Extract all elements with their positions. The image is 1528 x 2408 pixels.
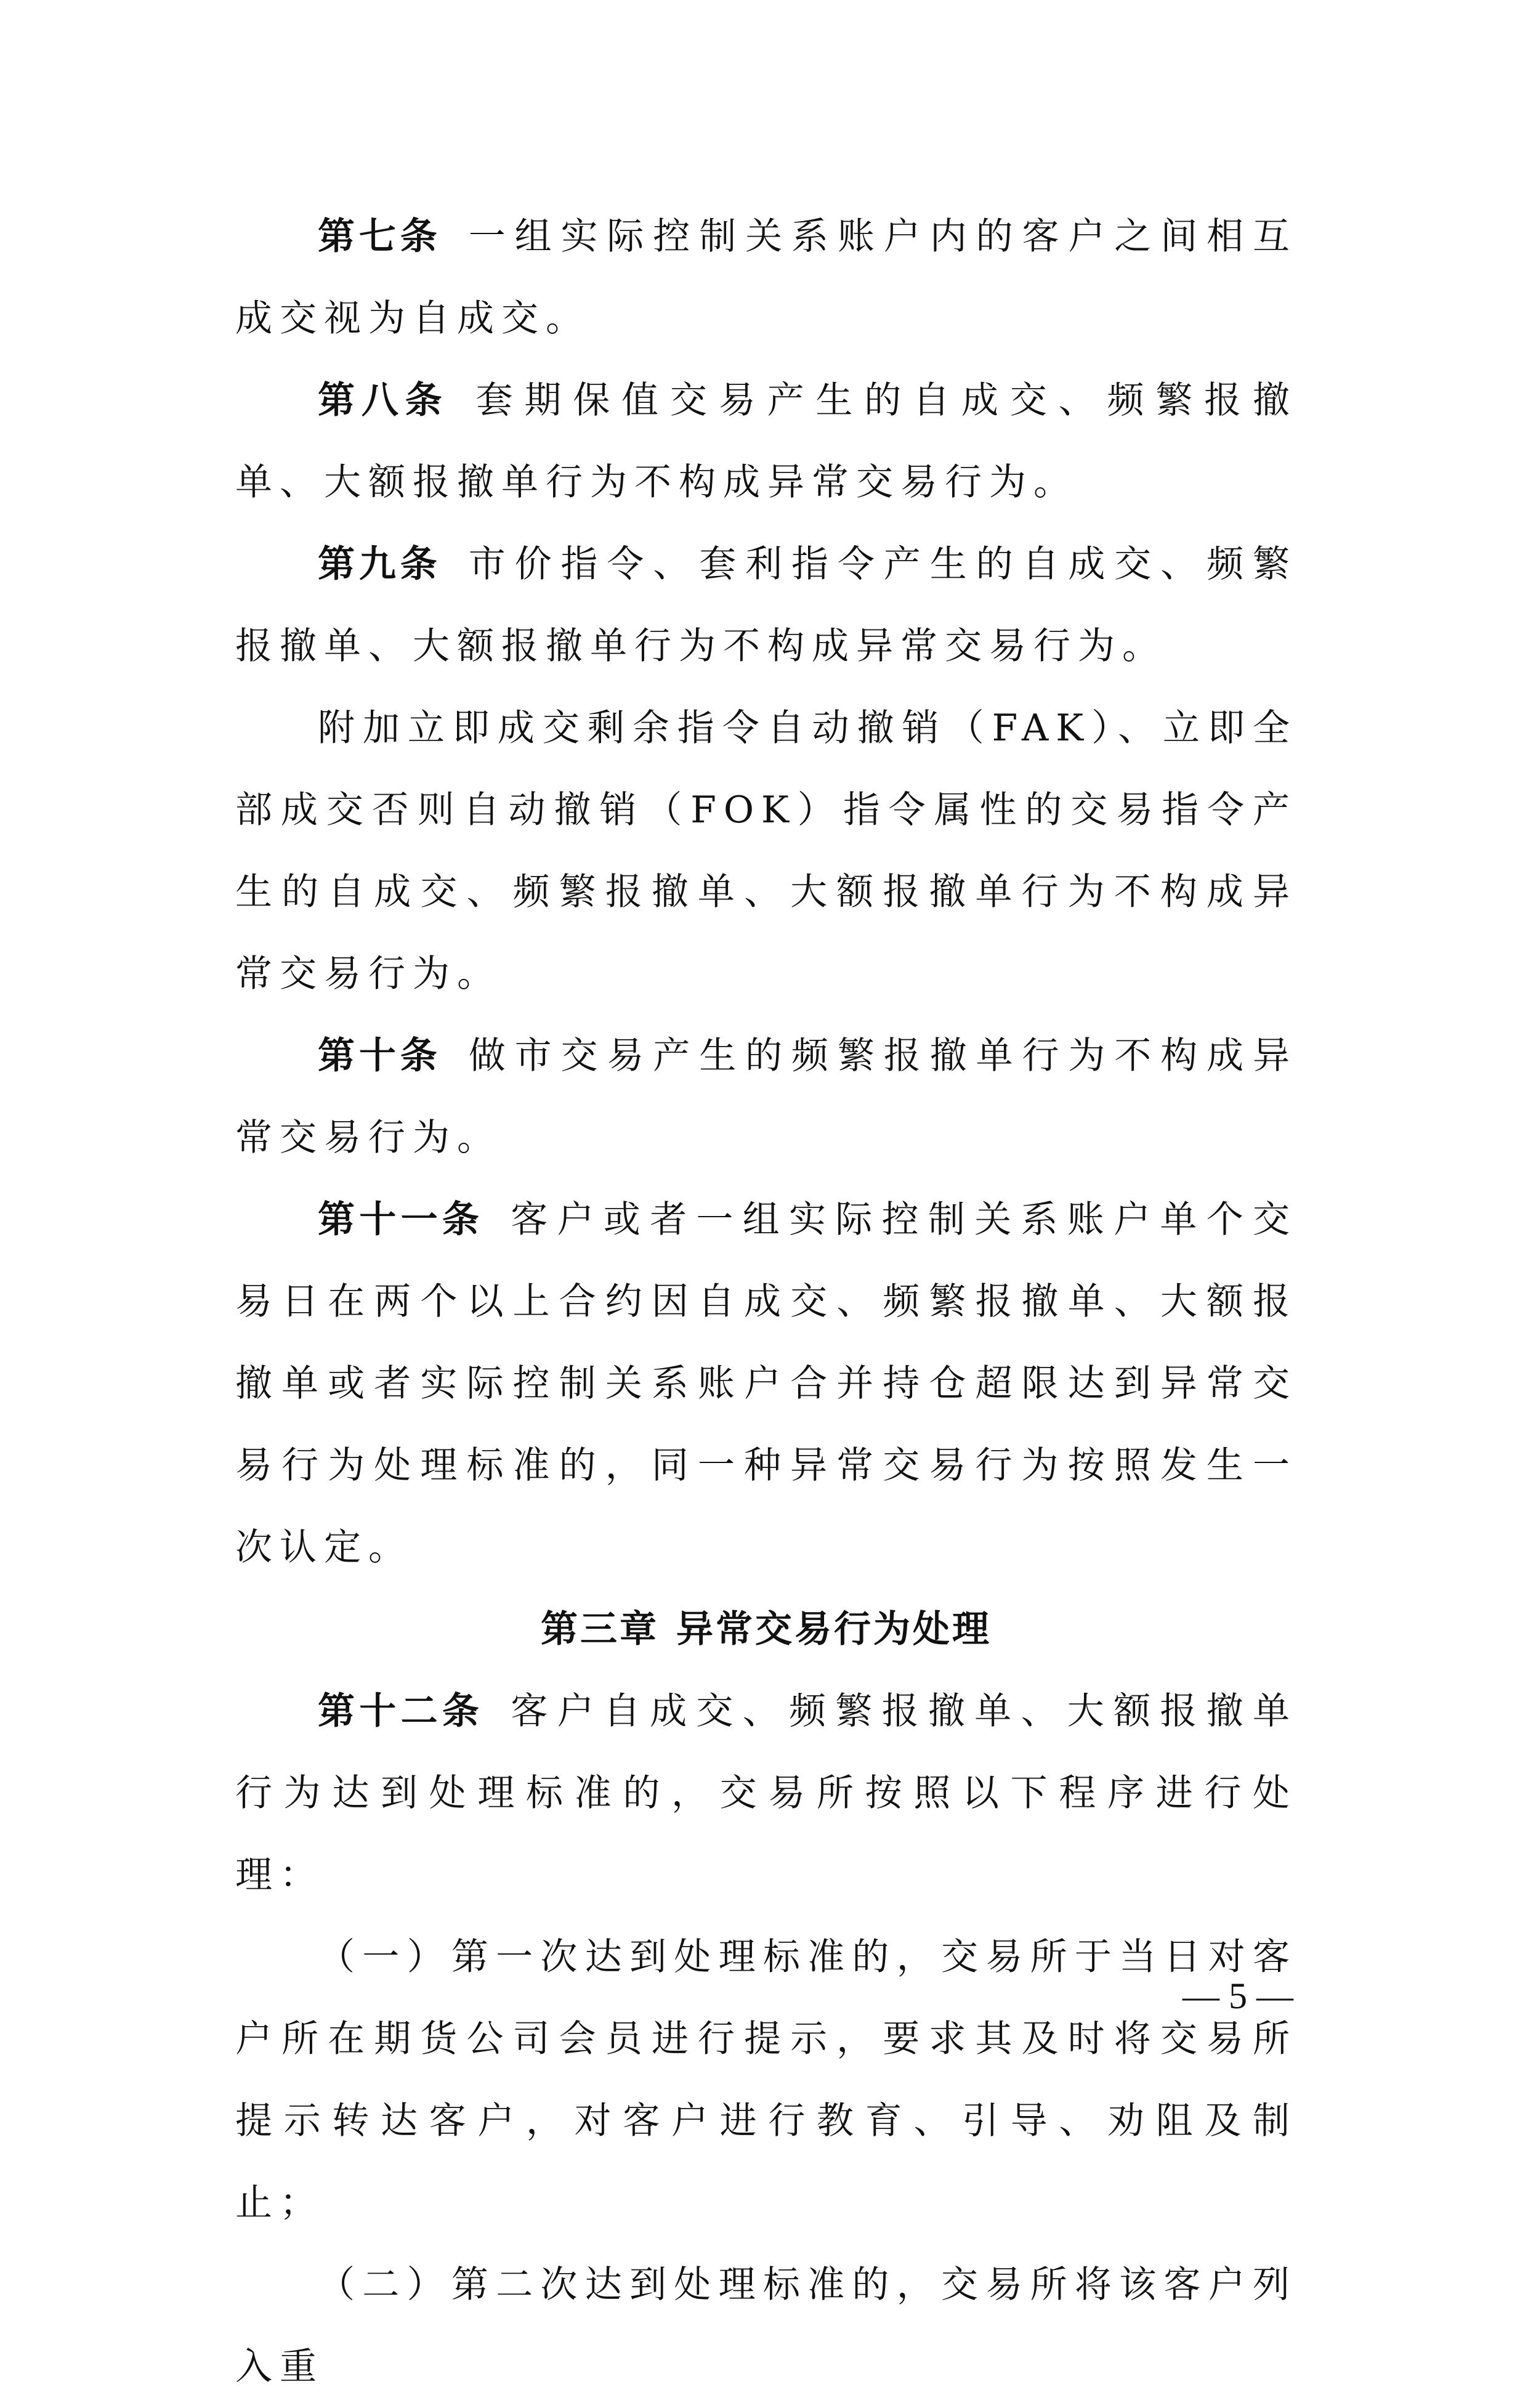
article-heading: 第八条	[318, 379, 449, 422]
article-heading: 第十条	[318, 1034, 442, 1077]
article-text: 客户自成交、频繁报撤单、大额报撤单行为达到处理标准的，交易所按照以下程序进行处理：	[235, 1690, 1298, 1897]
article-heading: 第七条	[318, 215, 442, 258]
article-text: （一）第一次达到处理标准的，交易所于当日对客户所在期货公司会员进行提示，要求其及时将交易所提示转达客户，对客户进行教育、引导、劝阻及制止；	[235, 1936, 1297, 2224]
document-body	[235, 196, 1297, 2408]
article-text: 一组实际控制关系账户内的客户之间相互成交视为自成交。	[235, 215, 1298, 340]
article-10	[235, 1015, 1297, 1179]
article-text: 套期保值交易产生的自成交、频繁报撤单、大额报撤单行为不构成异常交易行为。	[235, 379, 1298, 504]
article-heading: 第十二条	[318, 1690, 484, 1733]
article-9-supplement	[235, 687, 1297, 1015]
article-7	[235, 196, 1297, 360]
article-9	[235, 524, 1297, 687]
article-12	[235, 1671, 1297, 1916]
article-text: 客户或者一组实际控制关系账户单个交易日在两个以上合约因自成交、频繁报撤单、大额报撤单或者实际控制关系账户合并持仓超限达到异常交易行为处理标准的，同一种异常交易行为按照发生一次认定。	[235, 1198, 1298, 1569]
article-12-item-1	[235, 1916, 1297, 2244]
article-12-item-2	[235, 2244, 1297, 2408]
article-heading: 第九条	[318, 543, 442, 586]
chapter-title: 异常交易行为处理	[676, 1608, 992, 1651]
page-number: — 5 —	[1182, 1976, 1293, 2016]
article-text: 附加立即成交剩余指令自动撤销（FAK）、立即全部成交否则自动撤销（FOK）指令属性的交易指令产生的自成交、频繁报撤单、大额报撤单行为不构成异常交易行为。	[235, 707, 1297, 995]
article-text: 做市交易产生的频繁报撤单行为不构成异常交易行为。	[235, 1034, 1298, 1159]
article-text: 市价指令、套利指令产生的自成交、频繁报撤单、大额报撤单行为不构成异常交易行为。	[235, 543, 1298, 668]
chapter-heading	[235, 1589, 1297, 1671]
chapter-number: 第三章	[541, 1608, 659, 1651]
article-text: （二）第二次达到处理标准的，交易所将该客户列入重	[235, 2263, 1297, 2388]
article-11	[235, 1179, 1297, 1589]
article-8	[235, 360, 1297, 524]
article-heading: 第十一条	[318, 1198, 484, 1241]
